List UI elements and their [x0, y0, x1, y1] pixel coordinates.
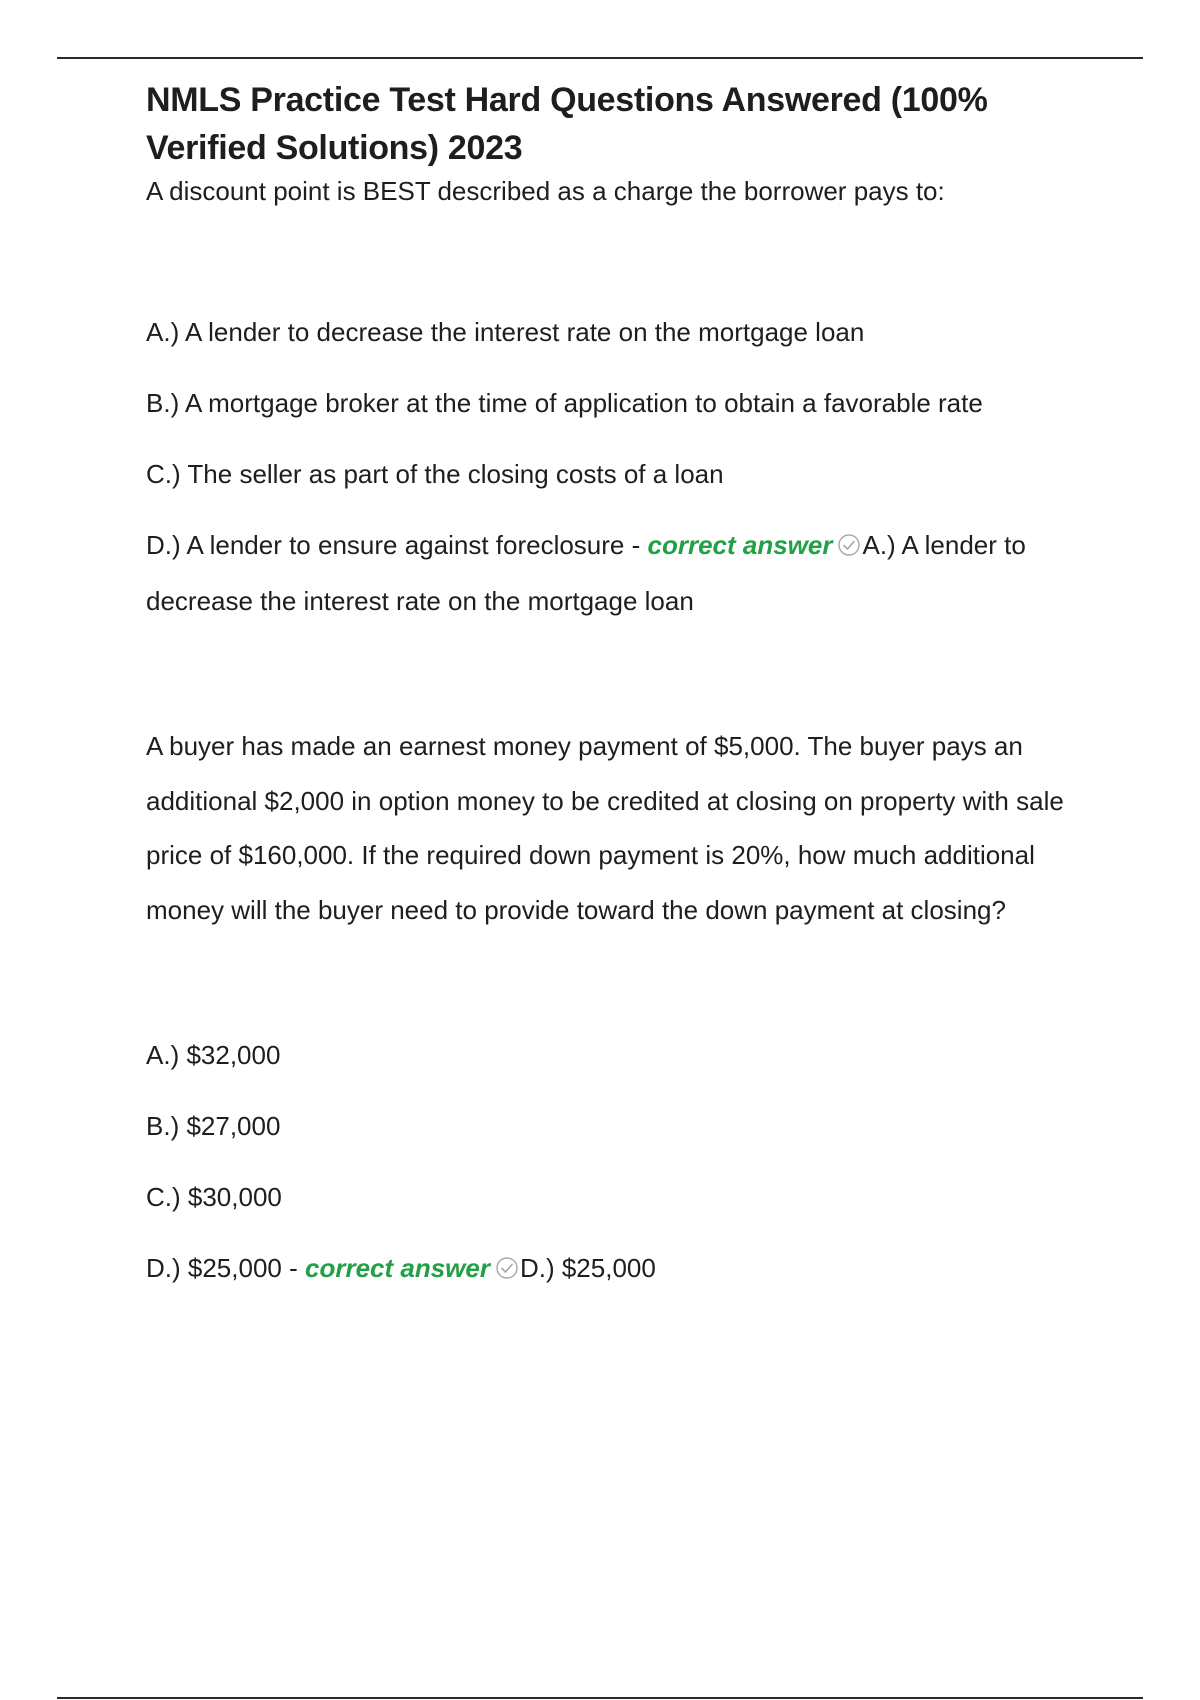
option-c: C.) $30,000 — [146, 1182, 282, 1212]
question-1-text: A discount point is BEST described as a charge the borrower pays to: — [146, 176, 945, 206]
question-1-options — [146, 304, 1106, 629]
option-d — [146, 1240, 1106, 1296]
option-b: B.) $27,000 — [146, 1111, 281, 1141]
question-2 — [146, 719, 1106, 1296]
option-b: B.) A mortgage broker at the time of application to obtain a favorable rate — [146, 388, 983, 418]
question-2-options — [146, 1027, 1106, 1296]
option-a: A.) A lender to decrease the interest rate on the mortgage loan — [146, 317, 865, 347]
option-d — [146, 517, 1106, 629]
check-circle-icon — [837, 533, 861, 557]
correct-answer-label: correct answer — [647, 530, 833, 560]
document-page — [146, 76, 1106, 1296]
top-rule — [57, 57, 1143, 59]
option-a: A.) $32,000 — [146, 1040, 281, 1070]
question-2-text: A buyer has made an earnest money payment of $5,000. The buyer pays an additional $2,000 in option money to be credited at closing on property with sale price of $160,000. If the required down payment is 20%, how much additional money will the buyer need to provide toward the down payment at closing? — [146, 731, 1064, 925]
check-circle-icon — [495, 1256, 519, 1280]
document-title: NMLS Practice Test Hard Questions Answered (100% Verified Solutions) 2023 — [146, 81, 988, 167]
option-d-text: D.) A lender to ensure against foreclosure - — [146, 530, 648, 560]
bottom-rule — [57, 1697, 1143, 1699]
answer-text: D.) $25,000 — [519, 1253, 656, 1283]
option-c: C.) The seller as part of the closing costs of a loan — [146, 459, 724, 489]
answer-text: A.) A lender to decrease the interest rate on the mortgage loan — [146, 530, 1026, 616]
correct-answer-label: correct answer — [304, 1253, 490, 1283]
question-1 — [146, 172, 1106, 629]
option-d-text: D.) $25,000 - — [146, 1253, 305, 1283]
